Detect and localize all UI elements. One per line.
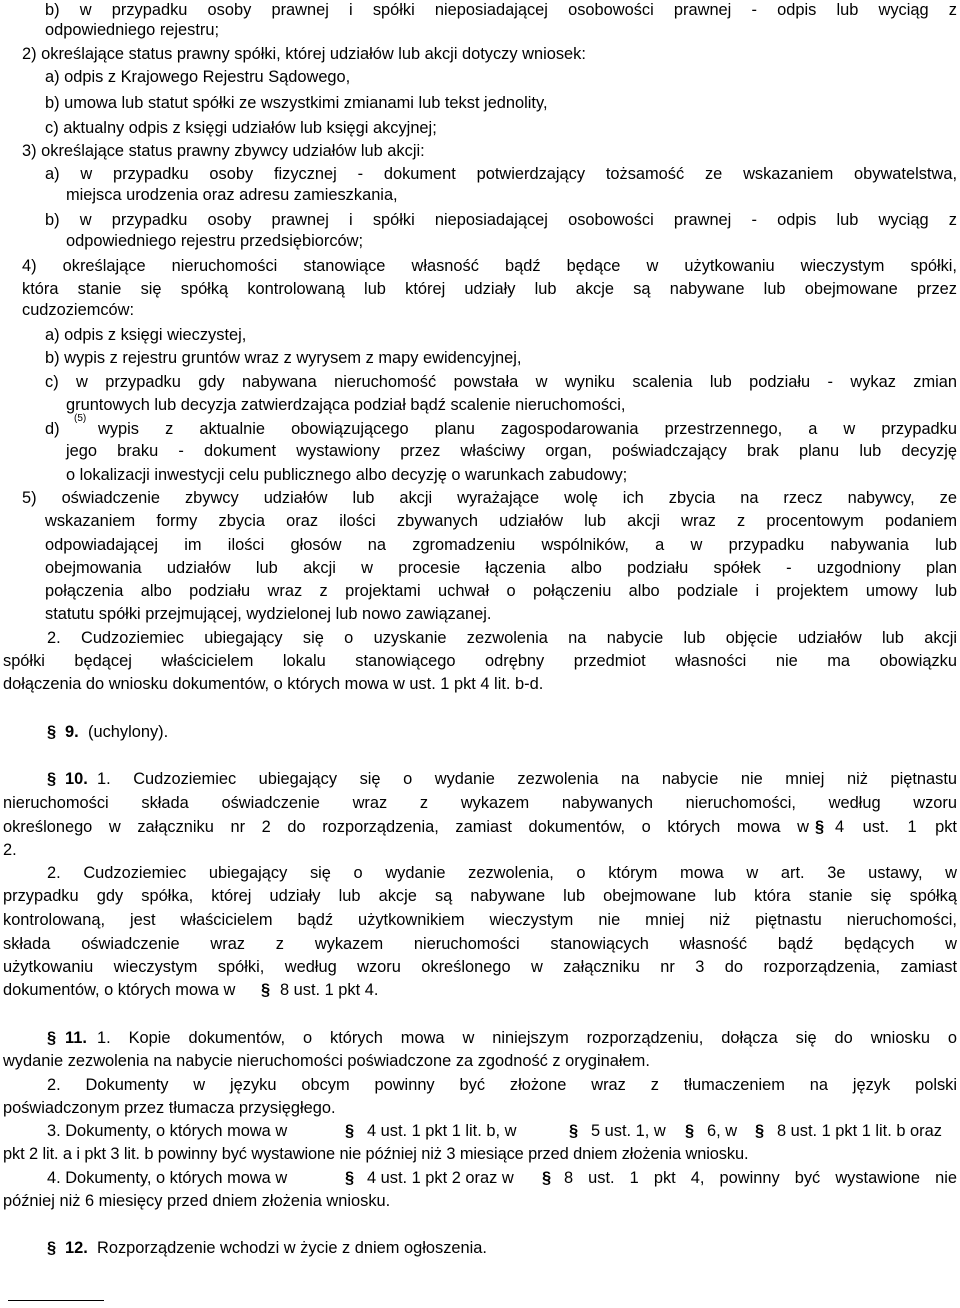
text-line: 2. Cudzoziemiec ubiegający się o wydanie zezwolenia, o którym mowa w art. 3e ustawy, w <box>47 864 957 882</box>
text-line: statutu spółki przejmującej, wydzielonej lub nowo zawiązanej. <box>45 605 492 623</box>
section-number: 11. <box>65 1029 87 1047</box>
text-line: b) wypis z rejestru gruntów wraz z wyrysem z mapy ewidencyjnej, <box>45 349 522 367</box>
text-line: 2. <box>3 841 17 859</box>
section-sign: § <box>345 1122 355 1140</box>
section-sign: § <box>47 723 57 741</box>
text-line: obejmowania udziałów lub akcji w procesie łączenia albo podziału spółek - uzgodniony plan <box>45 559 957 577</box>
text-line: b) umowa lub statut spółki ze wszystkimi zmianami lub tekst jednolity, <box>45 94 548 112</box>
text-line: 6, w <box>707 1122 738 1140</box>
text-line: pkt 2 lit. a i pkt 3 lit. b powinny być wystawione nie później niż 3 miesiące przed dniem złożenia wniosku. <box>3 1145 749 1163</box>
section-sign: § <box>685 1122 695 1140</box>
footnote-separator <box>8 1300 104 1301</box>
text-line: 5) oświadczenie zbywcy udziałów lub akcji wyrażające wolę ich zbycia na rzecz nabywcy, ze <box>22 489 957 507</box>
section-sign: § <box>345 1169 355 1187</box>
text-line: 4) określające nieruchomości stanowiące własność bądź będące w użytkowaniu wieczystym spółki, <box>22 257 957 275</box>
text-line: 8 ust. 1 pkt 1 lit. b oraz <box>777 1122 942 1140</box>
text-line: 4. Dokumenty, o których mowa w <box>47 1169 288 1187</box>
text-line: jego braku - dokument wystawiony przez właściwy organ, poświadczający brak planu lub decyzję <box>66 442 957 460</box>
section-sign: § <box>815 818 825 836</box>
text-line: 8 ust. 1 pkt 4. <box>280 981 379 999</box>
text-line: 1. Kopie dokumentów, o których mowa w niniejszym rozporządzeniu, dołącza się do wniosku o <box>97 1029 957 1047</box>
text-line: o lokalizacji inwestycji celu publicznego albo decyzję o warunkach zabudowy; <box>66 466 628 484</box>
text-line: a) w przypadku osoby fizycznej - dokument potwierdzający tożsamość ze wskazaniem obywatelstwa, <box>45 165 957 183</box>
text-line: 4 ust. 1 pkt 1 lit. b, w <box>367 1122 517 1140</box>
section-number: 10. <box>65 770 88 788</box>
text-line: przypadku gdy spółka, której udziały lub akcje są nabywane lub obejmowane lub która stanie się spółką <box>3 887 957 905</box>
text-line: d) <box>45 420 60 438</box>
footnote-ref: (5) <box>74 413 87 424</box>
text-line: 2. Cudzoziemiec ubiegający się o uzyskanie zezwolenia na nabycie lub objęcie udziałów lub akcji <box>47 629 957 647</box>
text-line: nieruchomości składa oświadczenie wraz z wykazem nabywanych nieruchomości, według wzoru <box>3 794 957 812</box>
text-line: (uchylony). <box>88 723 169 741</box>
section-number: 12. <box>65 1239 88 1257</box>
section-sign: § <box>542 1169 552 1187</box>
text-line: później niż 6 miesięcy przed dniem złożenia wniosku. <box>3 1192 391 1210</box>
section-sign: § <box>47 1029 57 1047</box>
text-line: 3) określające status prawny zbywcy udziałów lub akcji: <box>22 142 425 160</box>
section-sign: § <box>261 981 271 999</box>
text-line: wskazaniem formy zbycia oraz ilości zbywanych udziałów lub akcji wraz z procentowym podaniem <box>45 512 957 530</box>
text-line: 1. Cudzoziemiec ubiegający się o wydanie zezwolenia na nabycie nie mniej niż piętnastu <box>97 770 957 788</box>
section-number: 9. <box>65 723 79 741</box>
text-line: gruntowych lub decyzja zatwierdzająca podział bądź scalenie nieruchomości, <box>66 396 626 414</box>
text-line: która stanie się spółką kontrolowaną lub której udziały lub akcje są nabywane lub obejmowane przez <box>22 280 957 298</box>
section-sign: § <box>47 770 57 788</box>
text-line: a) odpis z księgi wieczystej, <box>45 326 247 344</box>
text-line: dołączenia do wniosku dokumentów, o których mowa w ust. 1 pkt 4 lit. b-d. <box>3 675 544 693</box>
text-line: 4 ust. 1 pkt 2 oraz w <box>367 1169 514 1187</box>
text-line: spółki będącej właścicielem lokalu stanowiącego odrębny przedmiot własności nie ma obowiązku <box>3 652 957 670</box>
text-line: określonego w załączniku nr 2 do rozporządzenia, zamiast dokumentów, o których mowa w <box>3 818 809 836</box>
text-line: a) odpis z Krajowego Rejestru Sądowego, <box>45 68 351 86</box>
text-line: kontrolowaną, jest właścicielem bądź użytkownikiem wieczystym nie mniej niż piętnastu nieruchomości, <box>3 911 957 929</box>
text-line: odpowiedniego rejestru; <box>45 21 220 39</box>
text-line: c) w przypadku gdy nabywana nieruchomość powstała w wyniku scalenia lub podziału - wykaz zmian <box>45 373 957 391</box>
text-line: 2. Dokumenty w języku obcym powinny być złożone wraz z tłumaczeniem na język polski <box>47 1076 957 1094</box>
text-line: miejsca urodzenia oraz adresu zamieszkania, <box>66 186 398 204</box>
text-line: Rozporządzenie wchodzi w życie z dniem ogłoszenia. <box>97 1239 487 1257</box>
text-line: 4 ust. 1 pkt <box>835 818 957 836</box>
text-line: odpowiedniego rejestru przedsiębiorców; <box>66 232 364 250</box>
text-line: 8 ust. 1 pkt 4, powinny być wystawione nie <box>564 1169 957 1187</box>
section-sign: § <box>755 1122 765 1140</box>
text-line: składa oświadczenie wraz z wykazem nieruchomości stanowiących własność bądź będących w <box>3 935 957 953</box>
text-line: dokumentów, o których mowa w <box>3 981 236 999</box>
text-line: 2) określające status prawny spółki, której udziałów lub akcji dotyczy wniosek: <box>22 45 586 63</box>
text-line: odpowiadającej im ilości głosów na zgromadzeniu wspólników, a w przypadku nabywania lub <box>45 536 957 554</box>
text-line: cudzoziemców: <box>22 301 135 319</box>
text-line: wypis z aktualnie obowiązującego planu zagospodarowania przestrzennego, a w przypadku <box>98 420 957 438</box>
text-line: 3. Dokumenty, o których mowa w <box>47 1122 288 1140</box>
section-sign: § <box>47 1239 57 1257</box>
text-line: wydanie zezwolenia na nabycie nieruchomości poświadczone za zgodność z oryginałem. <box>3 1052 650 1070</box>
text-line: b) w przypadku osoby prawnej i spółki nieposiadającej osobowości prawnej - odpis lub wyciąg z <box>45 211 957 229</box>
text-line: c) aktualny odpis z księgi udziałów lub księgi akcyjnej; <box>45 119 437 137</box>
text-line: użytkowaniu wieczystym spółki, według wzoru określonego w załączniku nr 3 do rozporządzenia, zamiast <box>3 958 957 976</box>
text-line: b) w przypadku osoby prawnej i spółki nieposiadającej osobowości prawnej - odpis lub wyciąg z <box>45 1 957 19</box>
text-line: połączenia albo podziału wraz z projektami uchwał o połączeniu albo podziale i projektem umowy lub <box>45 582 957 600</box>
text-line: poświadczonym przez tłumacza przysięgłego. <box>3 1099 336 1117</box>
text-line: 5 ust. 1, w <box>591 1122 666 1140</box>
section-sign: § <box>569 1122 579 1140</box>
